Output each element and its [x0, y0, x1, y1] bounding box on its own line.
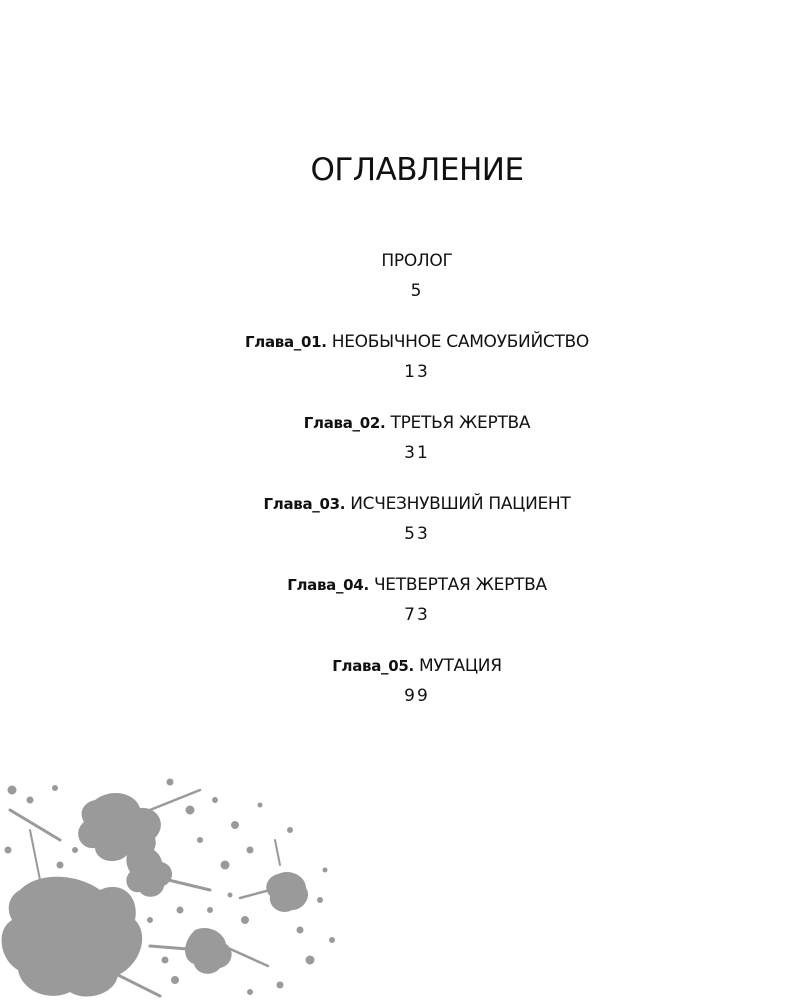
page-number: 13	[404, 362, 430, 382]
toc-entry-chapter-04[interactable]	[0, 572, 800, 653]
toc-entry-chapter-05[interactable]	[0, 653, 800, 734]
toc-entry-chapter-01[interactable]	[0, 329, 800, 410]
toc-entry-chapter-03[interactable]	[0, 491, 800, 572]
toc-entry-title	[0, 653, 800, 679]
page-title: ОГЛАВЛЕНИЕ	[310, 152, 524, 188]
chapter-name: МУТАЦИЯ	[413, 656, 502, 676]
chapter-prefix: Глава_01.	[245, 333, 327, 351]
page-number: 5	[410, 281, 424, 301]
chapter-name: ЧЕТВЕРТАЯ ЖЕРТВА	[368, 575, 547, 595]
toc-entry-title	[0, 572, 800, 598]
ink-splatter-icon	[0, 770, 340, 1000]
chapter-prefix: Глава_02.	[303, 414, 386, 432]
toc-entry-prologue[interactable]	[0, 248, 800, 329]
chapter-name: ПРОЛОГ	[381, 251, 453, 271]
page-number: 31	[404, 443, 430, 463]
toc-entry-title	[0, 491, 800, 517]
chapter-prefix: Глава_04.	[287, 576, 369, 594]
chapter-name: ИСЧЕЗНУВШИЙ ПАЦИЕНТ	[345, 494, 571, 514]
chapter-prefix: Глава_05.	[332, 657, 414, 675]
chapter-name: ТРЕТЬЯ ЖЕРТВА	[385, 413, 531, 433]
chapter-prefix: Глава_03.	[263, 495, 346, 513]
toc-entry-title	[0, 329, 800, 355]
page-number: 99	[404, 686, 430, 706]
page-number: 73	[404, 605, 430, 625]
toc-entry-chapter-02[interactable]	[0, 410, 800, 491]
toc-entry-title	[0, 410, 800, 436]
page-number: 53	[404, 524, 430, 544]
table-of-contents	[0, 248, 800, 734]
chapter-name: НЕОБЫЧНОЕ САМОУБИЙСТВО	[326, 332, 589, 352]
toc-entry-title	[0, 248, 800, 274]
